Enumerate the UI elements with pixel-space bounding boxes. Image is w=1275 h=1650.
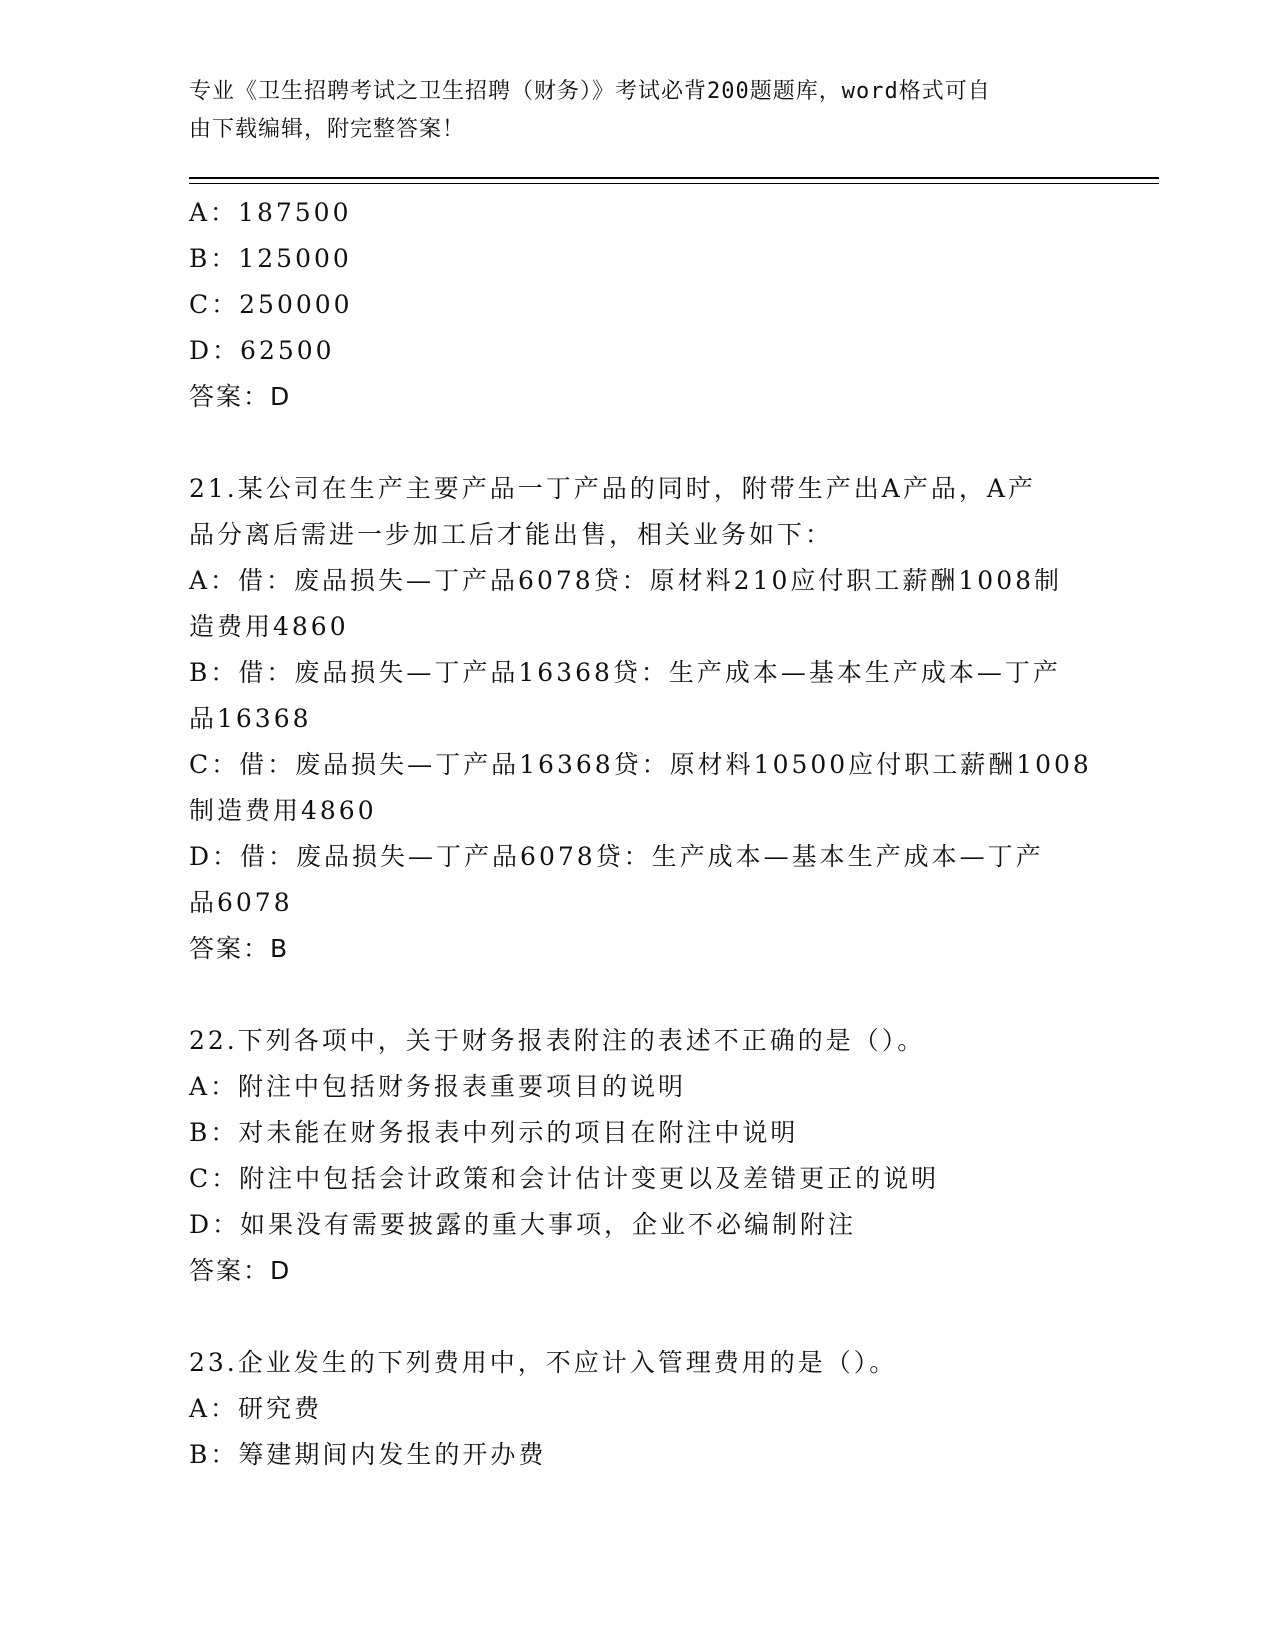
- question-22: [189, 1018, 1089, 1294]
- q20-option-a: A：187500: [189, 198, 352, 227]
- q22-answer: 答案：D: [189, 1256, 292, 1285]
- q21-option-b-line-1: B：借：废品损失—丁产品16368贷：生产成本—基本生产成本—丁产: [189, 658, 1061, 687]
- header-divider-thick: [189, 177, 1159, 179]
- question-content: [189, 190, 1092, 1478]
- page-header: [189, 73, 1069, 149]
- q20-option-d: D：62500: [189, 336, 335, 365]
- q21-option-c-line-1: C：借：废品损失—丁产品16368贷：原材料10500应付职工薪酬1008: [189, 750, 1092, 779]
- header-line-2: 由下载编辑，附完整答案！: [189, 117, 466, 142]
- q21-answer: 答案：B: [189, 934, 290, 963]
- q20-option-c: C：250000: [189, 290, 353, 319]
- q21-stem-line-1: 21.某公司在生产主要产品一丁产品的同时，附带生产出A产品，A产: [189, 474, 1036, 503]
- question-20: [189, 190, 1089, 420]
- q22-option-a: A：附注中包括财务报表重要项目的说明: [189, 1072, 687, 1101]
- q21-option-d-line-1: D：借：废品损失—丁产品6078贷：生产成本—基本生产成本—丁产: [189, 842, 1044, 871]
- q20-option-b: B：125000: [189, 244, 352, 273]
- header-divider-thin: [189, 183, 1159, 184]
- question-21: [189, 466, 1092, 972]
- q21-option-a-line-2: 造费用4860: [189, 612, 349, 641]
- q20-answer: 答案：D: [189, 382, 292, 411]
- q21-option-c-line-2: 制造费用4860: [189, 796, 377, 825]
- q22-option-b: B：对未能在财务报表中列示的项目在附注中说明: [189, 1118, 799, 1147]
- header-line-1: 专业《卫生招聘考试之卫生招聘（财务）》考试必背200题题库，word格式可自: [189, 79, 991, 104]
- q21-stem-line-2: 品分离后需进一步加工后才能出售，相关业务如下：: [189, 520, 834, 549]
- q21-option-a-line-1: A：借：废品损失—丁产品6078贷：原材料210应付职工薪酬1008制: [189, 566, 1063, 595]
- question-23: [189, 1340, 1089, 1478]
- q22-option-d: D：如果没有需要披露的重大事项，企业不必编制附注: [189, 1210, 857, 1239]
- q23-option-a: A：研究费: [189, 1394, 323, 1423]
- q22-stem: 22.下列各项中，关于财务报表附注的表述不正确的是（）。: [189, 1026, 926, 1055]
- q21-option-d-line-2: 品6078: [189, 888, 293, 917]
- q23-stem: 23.企业发生的下列费用中，不应计入管理费用的是（）。: [189, 1348, 898, 1377]
- q23-option-b: B：筹建期间内发生的开办费: [189, 1440, 547, 1469]
- q22-option-c: C：附注中包括会计政策和会计估计变更以及差错更正的说明: [189, 1164, 940, 1193]
- q21-option-b-line-2: 品16368: [189, 704, 312, 733]
